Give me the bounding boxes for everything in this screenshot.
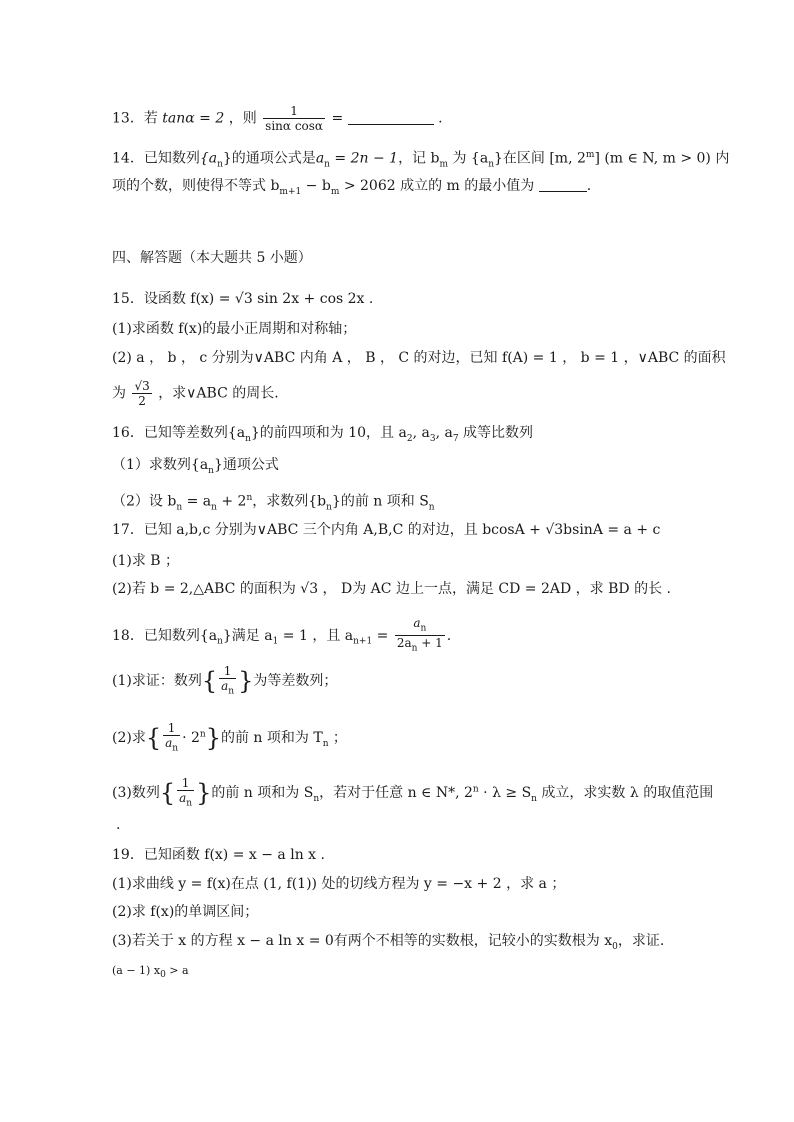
q13-numerator: 1 xyxy=(263,104,325,119)
q19-text: (a − 1) x xyxy=(112,964,161,977)
q16-text: （2）设 b xyxy=(112,493,177,510)
q18-line-1 xyxy=(112,616,451,656)
q18-line-2 xyxy=(112,664,337,698)
q18-text: }满足 a xyxy=(222,627,273,644)
q14-text: ] (m ∈ N, m > 0) 内 xyxy=(594,150,730,167)
q14-text: }在区间 [m, 2 xyxy=(493,150,586,167)
q19-text: ，求证. xyxy=(617,933,665,949)
left-brace: { xyxy=(201,667,218,696)
q16-text: 16．已知等差数列{a xyxy=(112,425,246,441)
q16-sub: 2 xyxy=(406,433,413,444)
q16-text: 成等比数列 xyxy=(458,425,533,441)
q14-text: > 2062 成立的 m 的最小值为 xyxy=(339,178,535,194)
q18-text: (3)数列 xyxy=(112,785,160,802)
q13-mid: ，则 xyxy=(228,110,257,127)
q16-sup: n xyxy=(246,493,253,503)
q18-numerator: 1 xyxy=(163,721,180,736)
q18-denominator xyxy=(395,636,445,655)
q16-sub: 3 xyxy=(429,433,436,444)
q19-line-3: (2)求 f(x)的单调区间； xyxy=(112,904,259,920)
q16-text: + 2 xyxy=(216,493,247,510)
q18-sub: n xyxy=(411,643,418,654)
right-brace: } xyxy=(238,667,254,696)
left-brace: { xyxy=(159,779,176,808)
right-brace: } xyxy=(196,779,212,808)
q14-sub: m+1 xyxy=(279,186,302,197)
q15-numerator: √3 xyxy=(134,379,150,393)
q18-line-4 xyxy=(112,776,713,810)
q16-text: }的前四项和为 10，且 a xyxy=(250,425,407,441)
q19-sub: 0 xyxy=(612,941,618,952)
q19-text: > a xyxy=(165,964,189,977)
q16-sub: n xyxy=(211,502,217,513)
q14-sub: m xyxy=(330,186,340,197)
question-13 xyxy=(112,104,443,133)
q16-sub: n xyxy=(245,433,251,444)
right-brace: } xyxy=(205,724,221,753)
q16-text: }通项公式 xyxy=(213,457,279,473)
q15-line-2: (1)求函数 f(x)的最小正周期和对称轴； xyxy=(112,321,357,337)
q16-sub: n xyxy=(428,502,435,513)
q18-sub: 1 xyxy=(272,636,279,647)
q19-line-5 xyxy=(112,962,189,984)
q15-line-4 xyxy=(112,379,279,408)
q13-prefix: 13．若 xyxy=(112,110,158,127)
q16-line-3 xyxy=(112,489,435,516)
q18-sup: n xyxy=(199,729,206,740)
q18-text: = xyxy=(372,627,393,644)
q16-sub: n xyxy=(176,502,183,513)
question-14-line-2 xyxy=(112,177,591,201)
q16-sub: n xyxy=(326,502,332,513)
q16-text: , a xyxy=(435,425,453,441)
q13-answer-blank xyxy=(348,124,434,125)
q18-reciprocal-fraction xyxy=(163,721,180,755)
q18-text: (1)求证：数列 xyxy=(112,673,202,690)
q16-text: }的前 n 项和 S xyxy=(331,493,429,510)
q18-denominator xyxy=(177,791,194,810)
q15-line-3: (2) a ， b ， c 分别为∨ABC 内角 A ， B ， C 的对边，已知 f(A) = 1 ， b = 1 ，∨ABC 的面积 xyxy=(112,350,726,366)
q17-line-1: 17．已知 a,b,c 分别为∨ABC 三个内角 A,B,C 的对边，且 bcosA + √3bsinA = a + c xyxy=(112,522,661,538)
q14-sub: m xyxy=(439,159,449,170)
q18-denominator xyxy=(163,736,180,755)
q14-formula: = 2n − 1 xyxy=(329,150,399,167)
q18-numerator: 1 xyxy=(177,776,194,791)
q14-sub: n xyxy=(324,159,330,170)
q18-sub: n+1 xyxy=(353,636,373,647)
q18-sub: n xyxy=(228,686,235,697)
q18-denominator xyxy=(219,679,236,698)
q18-a: a xyxy=(221,679,229,693)
q13-equals: = xyxy=(331,110,348,127)
q19-text: (3)若关于 x 的方程 x − a ln x = 0有两个不相等的实数根，记较小的实数根为 x xyxy=(112,933,613,949)
q18-text: 18．已知数列{a xyxy=(112,627,218,644)
q14-text: 项的个数，则使得不等式 b xyxy=(112,178,280,194)
q16-text: （1）求数列{a xyxy=(112,457,209,473)
q18-text: ； xyxy=(328,730,347,747)
q18-text: + 1 xyxy=(417,636,443,651)
q16-line-1 xyxy=(112,424,533,448)
q18-text: · 2 xyxy=(182,730,200,747)
q13-denominator: sinα cosα xyxy=(265,119,324,133)
q15-text: 为 xyxy=(112,385,126,402)
q18-text: (2)求 xyxy=(112,730,146,747)
question-14-line-1 xyxy=(112,146,729,173)
q18-a: 2a xyxy=(396,636,412,651)
q18-a: a xyxy=(165,736,173,750)
q14-text: − b xyxy=(301,178,331,194)
q14-end: . xyxy=(586,178,592,194)
q13-condition: tanα = 2 xyxy=(162,110,225,127)
q18-line-3 xyxy=(112,721,347,755)
q18-a: a xyxy=(179,791,187,805)
q16-text: = a xyxy=(182,493,212,510)
q18-numerator xyxy=(395,616,445,636)
q16-text: , a xyxy=(412,425,430,441)
q14-text: 14．已知数列 xyxy=(112,150,200,167)
q18-reciprocal-fraction xyxy=(219,664,236,698)
q15-line-1: 15．设函数 f(x) = √3 sin 2x + cos 2x . xyxy=(112,291,374,307)
q18-sub: n xyxy=(420,623,427,634)
q17-line-2: (1)求 B ； xyxy=(112,553,180,569)
q19-line-1: 19．已知函数 f(x) = x − a ln x . xyxy=(112,847,325,863)
q14-answer-blank xyxy=(539,191,587,192)
left-brace: { xyxy=(145,724,162,753)
q18-a: a xyxy=(413,616,421,630)
q18-sup: n xyxy=(472,784,479,795)
q18-text: = 1 ，且 a xyxy=(278,627,354,644)
q13-end: . xyxy=(438,110,443,127)
q16-line-2 xyxy=(112,456,279,480)
q18-text: 为等差数列； xyxy=(253,673,338,690)
q18-sub: n xyxy=(217,636,223,647)
q18-text: 成立，求实数 λ 的取值范围 xyxy=(536,785,714,802)
q18-sub: n xyxy=(322,739,329,749)
q18-text: 的前 n 项和为 S xyxy=(211,785,314,802)
q14-text: }的通项公式是 xyxy=(222,150,316,167)
q15-denominator: 2 xyxy=(138,394,146,408)
q18-text: 的前 n 项和为 T xyxy=(220,730,323,747)
q16-sub: 7 xyxy=(452,433,459,444)
q18-line-5: . xyxy=(116,817,121,833)
q14-text: 为 {a xyxy=(448,150,489,167)
q16-sub: n xyxy=(208,465,214,476)
q18-recurrence-fraction xyxy=(395,616,445,656)
q18-sub: n xyxy=(313,794,320,804)
q14-seq: {a xyxy=(199,150,218,167)
q18-reciprocal-fraction xyxy=(177,776,194,810)
section-heading: 四、解答题（本大题共 5 小题） xyxy=(112,250,312,266)
q14-sub: n xyxy=(217,159,223,170)
q18-end: . xyxy=(446,627,452,644)
q14-sub: n xyxy=(488,159,494,170)
q18-text: · λ ≥ S xyxy=(478,785,532,802)
q19-line-4 xyxy=(112,932,664,956)
q18-sub: n xyxy=(531,794,537,804)
q14-sup: m xyxy=(585,150,595,160)
q14-text: ，记 b xyxy=(398,150,440,167)
q15-text: ，求∨ABC 的周长. xyxy=(158,385,279,402)
q18-numerator: 1 xyxy=(219,664,236,679)
q13-fraction xyxy=(263,104,325,133)
q17-line-3: (2)若 b = 2,△ABC 的面积为 √3 ， D为 AC 边上一点，满足 CD = 2AD ，求 BD 的长 . xyxy=(112,581,671,597)
q18-sub: n xyxy=(186,798,193,809)
q18-sub: n xyxy=(172,743,179,754)
q18-text: ，若对于任意 n ∈ N*, 2 xyxy=(319,785,473,802)
q14-formula: a xyxy=(315,150,325,167)
q19-sub: 0 xyxy=(160,970,166,981)
q15-fraction xyxy=(132,379,151,408)
q19-line-2: (1)求曲线 y = f(x)在点 (1, f(1)) 处的切线方程为 y = −x + 2 ，求 a ； xyxy=(112,876,566,892)
q16-text: ，求数列{b xyxy=(252,493,327,510)
